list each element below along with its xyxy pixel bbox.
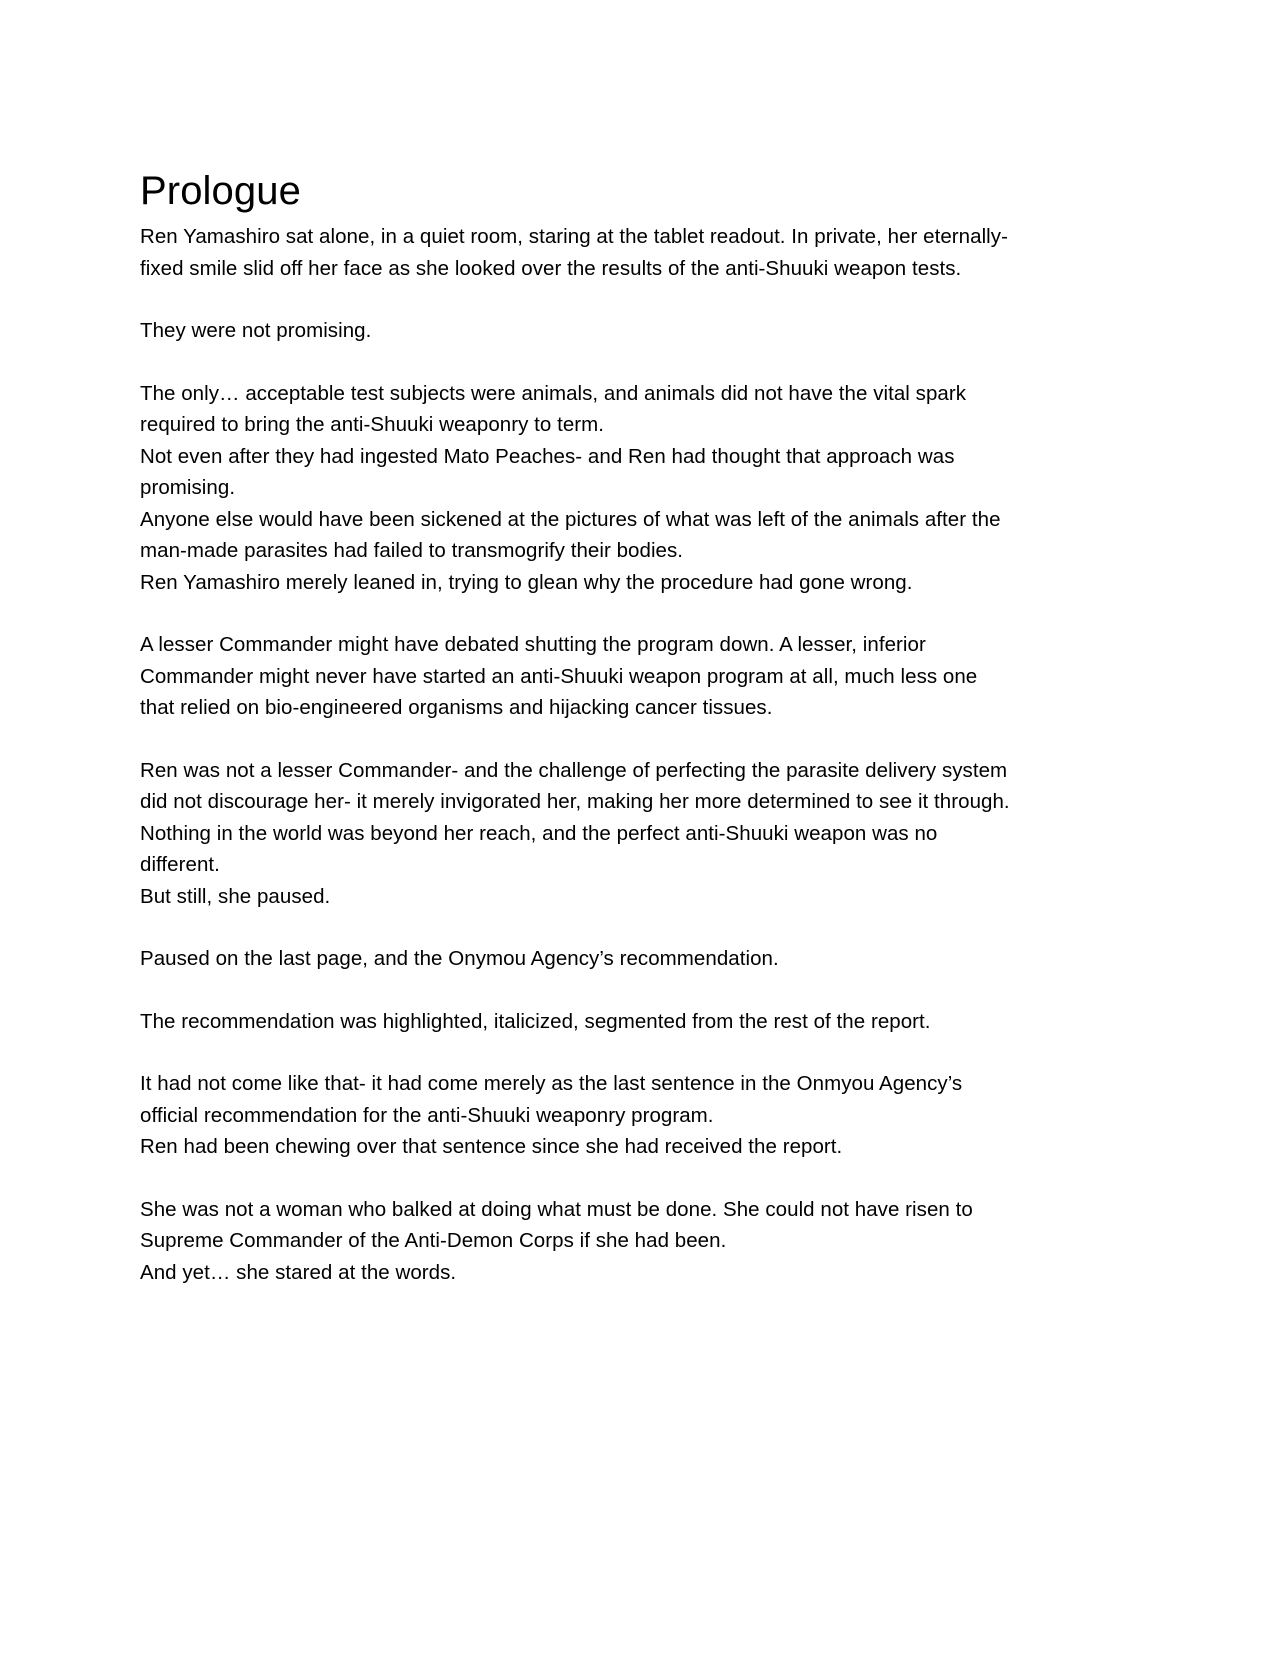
paragraph [140,1194,1068,1289]
paragraph-line: Ren Yamashiro merely leaned in, trying to glean why the procedure had gone wrong. [140,570,913,594]
paragraph-list [140,221,1068,1288]
paragraph-line: man-made parasites had failed to transmogrify their bodies. [140,539,684,563]
document-body [140,168,1068,1288]
paragraph [140,1006,1068,1038]
paragraph-line: The only… acceptable test subjects were animals, and animals did not have the vital spark [140,381,967,405]
paragraph-line: Nothing in the world was beyond her reach, and the perfect anti-Shuuki weapon was no [140,821,938,845]
paragraph-gap [140,284,1068,315]
paragraph-line: Not even after they had ingested Mato Peaches- and Ren had thought that approach was [140,444,955,468]
paragraph-line: Paused on the last page, and the Onymou Agency’s recommendation. [140,947,779,971]
paragraph-line: different. [140,853,220,877]
paragraph-line: The recommendation was highlighted, italicized, segmented from the rest of the report. [140,1009,931,1033]
paragraph-gap [140,1163,1068,1194]
paragraph-line: Ren was not a lesser Commander- and the challenge of perfecting the parasite delivery system [140,758,1008,782]
paragraph-gap [140,598,1068,629]
paragraph-line: They were not promising. [140,319,372,343]
paragraph [140,378,1068,599]
paragraph-line: Anyone else would have been sickened at the pictures of what was left of the animals after the [140,507,1001,531]
paragraph [140,943,1068,975]
paragraph-line: promising. [140,476,236,500]
paragraph-line: fixed smile slid off her face as she looked over the results of the anti-Shuuki weapon tests. [140,256,962,280]
paragraph-line: But still, she paused. [140,884,331,908]
paragraph [140,755,1068,913]
paragraph-line: required to bring the anti-Shuuki weaponry to term. [140,413,605,437]
paragraph-line: Supreme Commander of the Anti-Demon Corps if she had been. [140,1229,727,1253]
paragraph-line: Ren Yamashiro sat alone, in a quiet room, staring at the tablet readout. In private, her eternally- [140,225,1008,249]
paragraph-line: that relied on bio-engineered organisms and hijacking cancer tissues. [140,696,773,720]
paragraph-line: Commander might never have started an anti-Shuuki weapon program at all, much less one [140,664,978,688]
paragraph [140,221,1068,284]
paragraph-line: It had not come like that- it had come merely as the last sentence in the Onmyou Agency’s [140,1072,963,1096]
paragraph-gap [140,347,1068,378]
paragraph-line: A lesser Commander might have debated shutting the program down. A lesser, inferior [140,633,926,657]
paragraph [140,315,1068,347]
page-title: Prologue [140,169,301,213]
paragraph-line: official recommendation for the anti-Shuuki weaponry program. [140,1103,714,1127]
paragraph [140,1068,1068,1163]
paragraph-line: did not discourage her- it merely invigorated her, making her more determined to see it through. [140,790,1010,814]
paragraph [140,629,1068,724]
paragraph-gap [140,1037,1068,1068]
paragraph-line: Ren had been chewing over that sentence since she had received the report. [140,1135,843,1159]
paragraph-gap [140,912,1068,943]
paragraph-line: And yet… she stared at the words. [140,1260,457,1284]
paragraph-gap [140,724,1068,755]
paragraph-gap [140,975,1068,1006]
paragraph-line: She was not a woman who balked at doing what must be done. She could not have risen to [140,1197,973,1221]
